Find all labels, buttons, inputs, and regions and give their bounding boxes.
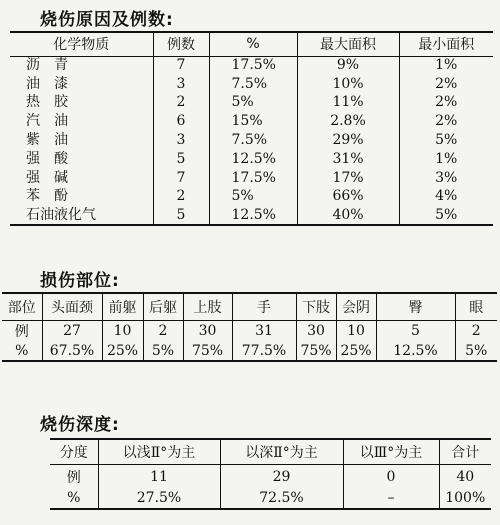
sites-row-label: %	[2, 341, 42, 361]
site-count: 31	[232, 321, 296, 342]
cell-percent: 12.5%	[209, 206, 297, 225]
cell-substance: 苯 酚	[26, 188, 68, 205]
site-percent: 77.5%	[232, 341, 296, 361]
cell-substance: 石油液化气	[10, 206, 153, 225]
causes-row	[10, 188, 493, 207]
site-count: 10	[102, 321, 143, 342]
depth-column-header: 以深Ⅱ°为主	[220, 439, 343, 465]
site-count: 10	[336, 321, 376, 342]
cell-count: 5	[153, 150, 209, 169]
site-count: 30	[296, 321, 336, 342]
cell-max-area: 9%	[297, 56, 399, 75]
depth-percent: 100%	[439, 488, 491, 509]
cell-max-area: 40%	[297, 206, 399, 225]
causes-row	[10, 169, 493, 188]
depth-column-header: 以浅Ⅱ°为主	[98, 439, 220, 465]
cell-percent: 7.5%	[209, 75, 297, 94]
site-column-header: 后躯	[143, 293, 183, 321]
site-count: 2	[143, 321, 183, 342]
header-percent: %	[209, 32, 297, 56]
cell-percent: 15%	[209, 112, 297, 131]
cell-substance: 热 胶	[26, 94, 68, 111]
depth-row-label: %	[50, 488, 98, 509]
cell-substance: 沥 青	[26, 57, 68, 74]
sites-count-row	[2, 321, 497, 342]
site-percent: 67.5%	[42, 341, 102, 361]
cell-substance: 油 漆	[26, 75, 68, 92]
causes-row	[10, 75, 493, 94]
cell-percent: 5%	[209, 188, 297, 207]
cell-percent: 5%	[209, 94, 297, 113]
cell-max-area: 11%	[297, 94, 399, 113]
depth-count: 11	[98, 465, 220, 489]
depth-column-header: 合计	[439, 439, 491, 465]
depth-count-row	[50, 465, 491, 489]
cell-min-area: 4%	[399, 188, 493, 207]
cell-max-area: 17%	[297, 169, 399, 188]
cell-count: 3	[153, 75, 209, 94]
depth-percent: –	[343, 488, 439, 509]
header-count: 例数	[153, 32, 209, 56]
site-column-header: 眼	[455, 293, 497, 321]
sites-header-label: 部位	[2, 293, 42, 321]
cell-percent: 17.5%	[209, 56, 297, 75]
site-percent: 5%	[143, 341, 183, 361]
cell-count: 6	[153, 112, 209, 131]
depth-percent: 72.5%	[220, 488, 343, 509]
cell-substance: 汽 油	[26, 113, 68, 130]
cell-min-area: 2%	[399, 75, 493, 94]
causes-row	[10, 131, 493, 150]
site-count: 30	[183, 321, 232, 342]
cell-max-area: 29%	[297, 131, 399, 150]
cell-max-area: 10%	[297, 75, 399, 94]
depth-title: 烧伤深度:	[40, 415, 120, 435]
cell-percent: 12.5%	[209, 150, 297, 169]
causes-row	[10, 206, 493, 225]
causes-header-row	[10, 32, 493, 56]
depth-count: 0	[343, 465, 439, 489]
site-column-header: 前躯	[102, 293, 143, 321]
cell-count: 7	[153, 169, 209, 188]
depth-percent: 27.5%	[98, 488, 220, 509]
causes-table	[10, 31, 493, 226]
cell-count: 2	[153, 94, 209, 113]
cell-max-area: 2.8%	[297, 112, 399, 131]
cell-substance: 强 碱	[26, 169, 68, 186]
cell-max-area: 31%	[297, 150, 399, 169]
cell-percent: 17.5%	[209, 169, 297, 188]
header-substance: 化学物质	[10, 32, 153, 56]
cell-substance: 紫 油	[26, 132, 68, 149]
depth-percent-row	[50, 488, 491, 509]
cell-min-area: 5%	[399, 131, 493, 150]
site-column-header: 会阴	[336, 293, 376, 321]
sites-table	[2, 292, 497, 362]
site-count: 2	[455, 321, 497, 342]
site-percent: 75%	[296, 341, 336, 361]
site-percent: 25%	[102, 341, 143, 361]
site-column-header: 头面颈	[42, 293, 102, 321]
causes-title: 烧伤原因及例数:	[40, 10, 174, 30]
header-max-area: 最大面积	[297, 32, 399, 56]
cell-min-area: 2%	[399, 94, 493, 113]
cell-count: 3	[153, 131, 209, 150]
cell-percent: 7.5%	[209, 131, 297, 150]
cell-substance: 强 酸	[26, 150, 68, 167]
cell-min-area: 3%	[399, 169, 493, 188]
sites-header-row	[2, 293, 497, 321]
cell-count: 7	[153, 56, 209, 75]
causes-row	[10, 56, 493, 75]
cell-min-area: 5%	[399, 206, 493, 225]
cell-count: 5	[153, 206, 209, 225]
cell-count: 2	[153, 188, 209, 207]
depth-header-row	[50, 439, 491, 465]
site-column-header: 手	[232, 293, 296, 321]
cell-max-area: 66%	[297, 188, 399, 207]
site-column-header: 下肢	[296, 293, 336, 321]
sites-percent-row	[2, 341, 497, 361]
header-min-area: 最小面积	[399, 32, 493, 56]
depth-count: 40	[439, 465, 491, 489]
site-column-header: 臀	[376, 293, 455, 321]
site-count: 27	[42, 321, 102, 342]
cell-min-area: 2%	[399, 112, 493, 131]
causes-row	[10, 150, 493, 169]
cell-min-area: 1%	[399, 150, 493, 169]
site-percent: 12.5%	[376, 341, 455, 361]
site-count: 5	[376, 321, 455, 342]
site-column-header: 上肢	[183, 293, 232, 321]
causes-row	[10, 94, 493, 113]
depth-count: 29	[220, 465, 343, 489]
depth-header-label: 分度	[50, 439, 98, 465]
depth-row-label: 例	[66, 469, 81, 486]
depth-table	[50, 438, 491, 510]
sites-title: 损伤部位:	[40, 271, 120, 291]
site-percent: 75%	[183, 341, 232, 361]
depth-column-header: 以Ⅲ°为主	[343, 439, 439, 465]
cell-min-area: 1%	[399, 56, 493, 75]
site-percent: 5%	[455, 341, 497, 361]
site-percent: 25%	[336, 341, 376, 361]
causes-row	[10, 112, 493, 131]
sites-row-label: 例	[14, 324, 29, 340]
